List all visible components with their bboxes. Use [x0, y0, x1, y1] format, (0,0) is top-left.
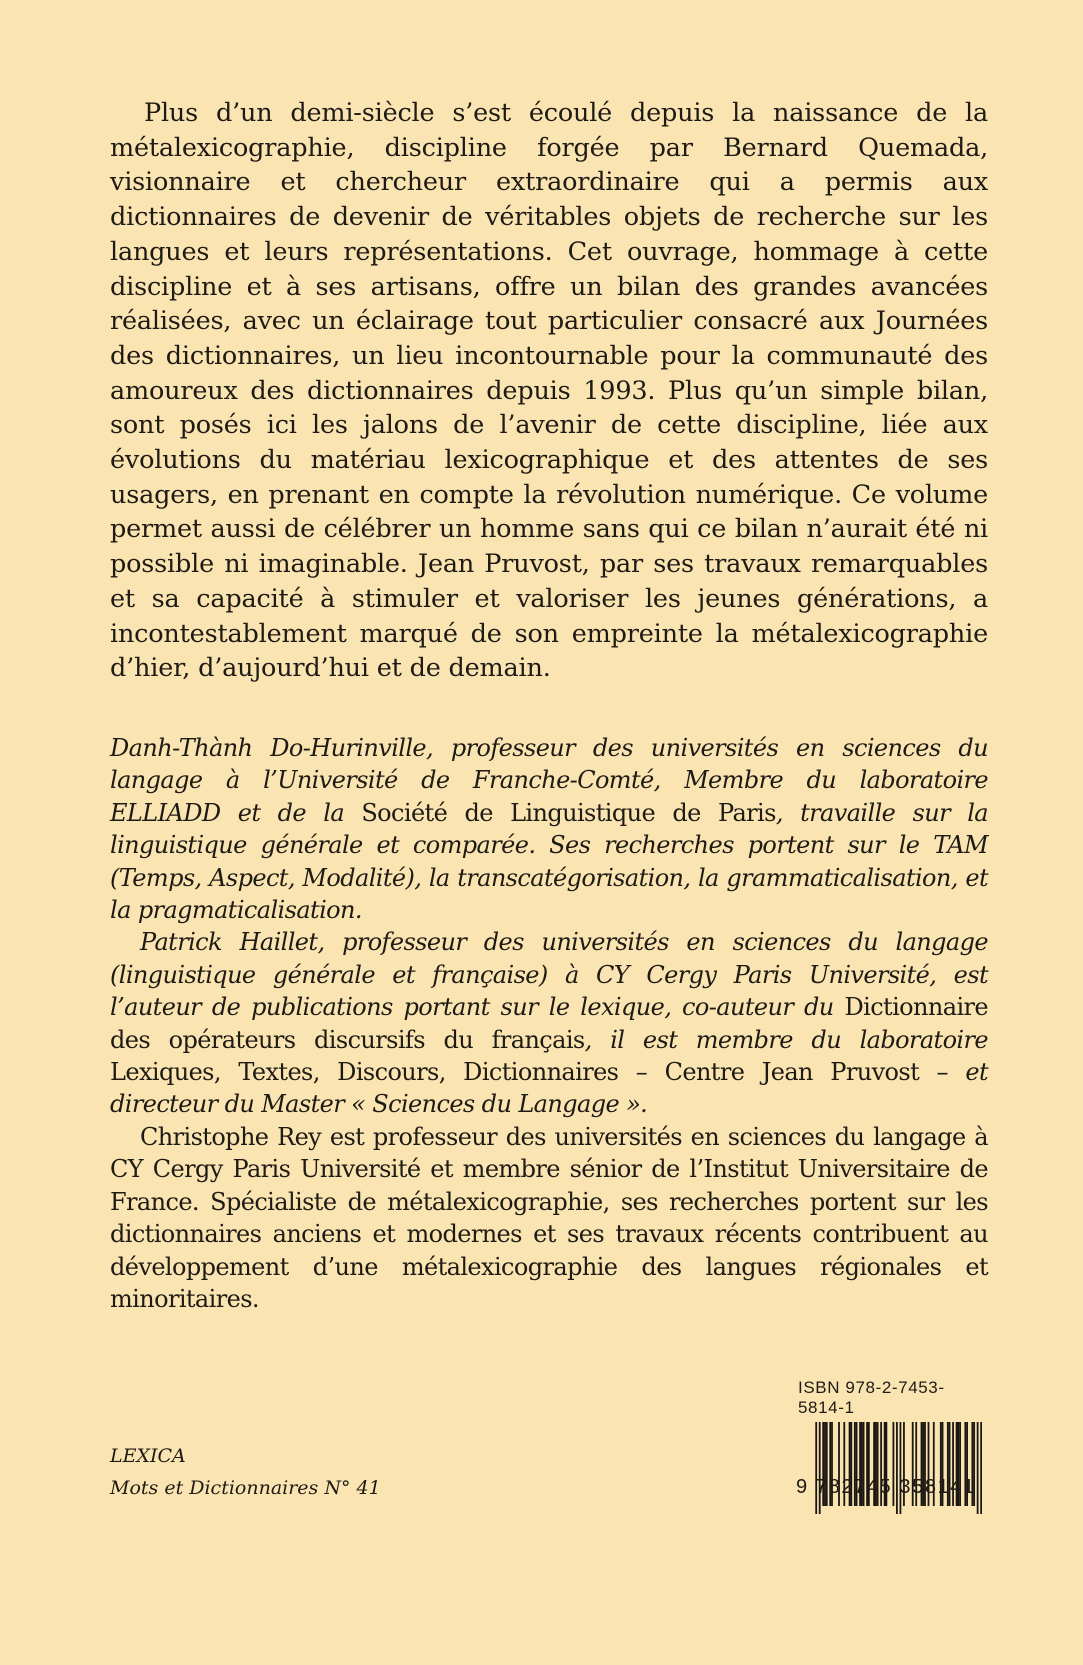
bio-haillet-part3: – et directeur du Master « Sciences du Langage ».	[110, 1058, 988, 1119]
bio-haillet-part2: , il est membre du laboratoire	[584, 1025, 988, 1054]
barcode-bar-26	[900, 1422, 902, 1514]
barcode-bar-47	[977, 1422, 979, 1514]
barcode-bar-25	[896, 1422, 898, 1514]
collection-name: LEXICA	[110, 1445, 186, 1467]
bio-do-hurinville	[110, 732, 988, 926]
bio-rey: Christophe Rey est professeur des universités en sciences du langage à CY Cergy Paris Université et membre sénior de l’Institut Universitaire de France. Spécialiste de métalexicographie, ses recherches portent sur les dictionnaires anciens et modernes et ses travaux récents contribuent au développement d’une métalexicographie des langues régionales et minoritaires.	[110, 1122, 988, 1313]
bio-do-hurinville-part2: , travaille sur la linguistique générale et comparée. Ses recherches portent sur le TAM (Temps, Aspect, Modalité), la transcatégorisation, la grammaticalisation, et la pragmaticalisation.	[110, 798, 988, 925]
isbn-label: ISBN 978-2-7453-5814-1	[798, 1378, 945, 1417]
bio-do-hurinville-part1: Danh-Thành Do-Hurinville, professeur des universités en sciences du langage à l’Université de Franche-Comté, Membre du laboratoire ELLIADD et de la	[110, 734, 988, 827]
isbn-block	[796, 1378, 988, 1514]
barcode	[796, 1422, 982, 1514]
bio-haillet	[110, 926, 988, 1120]
bio-do-hurinville-society: Société de Linguistique de Paris	[361, 798, 776, 827]
barcode-bar-1	[819, 1422, 821, 1514]
bio-haillet-laboratory: Lexiques, Textes, Discours, Dictionnaires – Centre Jean Pruvost	[110, 1058, 920, 1087]
collection-info	[110, 1440, 381, 1504]
book-summary: Plus d’un demi-siècle s’est écoulé depuis la naissance de la métalexicographie, discipline forgée par Bernard Quemada, visionnaire et chercheur extraordinaire qui a permis aux dictionnaires de devenir de véritables objets de recherche sur les langues et leurs représentations. Cet ouvrage, hommage à cette discipline et à ses artisans, offre un bilan des grandes avancées réalisées, avec un éclairage tout particulier consacré aux Journées des dictionnaires, un lieu incontournable pour la communauté des amoureux des dictionnaires depuis 1993. Plus qu’un simple bilan, sont posés ici les jalons de l’avenir de cette discipline, liée aux évolutions du matériau lexicographique et des attentes de ses usagers, en prenant en compte la révolution numérique. Ce volume permet aussi de célébrer un homme sans qui ce bilan n’aurait été ni possible ni imaginable. Jean Pruvost, par ses travaux remarquables et sa capacité à stimuler et valoriser les jeunes générations, a incontestablement marqué de son empreinte la métalexicographie d’hier, d’aujourd’hui et de demain.	[110, 98, 988, 684]
author-bios	[110, 732, 988, 1315]
collection-series: Mots et Dictionnaires N° 41	[110, 1477, 381, 1499]
barcode-bar-48	[980, 1422, 982, 1514]
isbn-digits: 9 782745 358141	[796, 1476, 976, 1498]
barcode-bar-0	[815, 1422, 817, 1514]
bio-haillet-dictionary-title: Dictionnaire des opérateurs discursifs du français	[110, 993, 989, 1054]
bio-haillet-part1: Patrick Haillet, professeur des universités en sciences du langage (linguistique générale et française) à CY Cergy Paris Université, est l’auteur de publications portant sur le lexique, co-auteur du	[110, 928, 988, 1022]
